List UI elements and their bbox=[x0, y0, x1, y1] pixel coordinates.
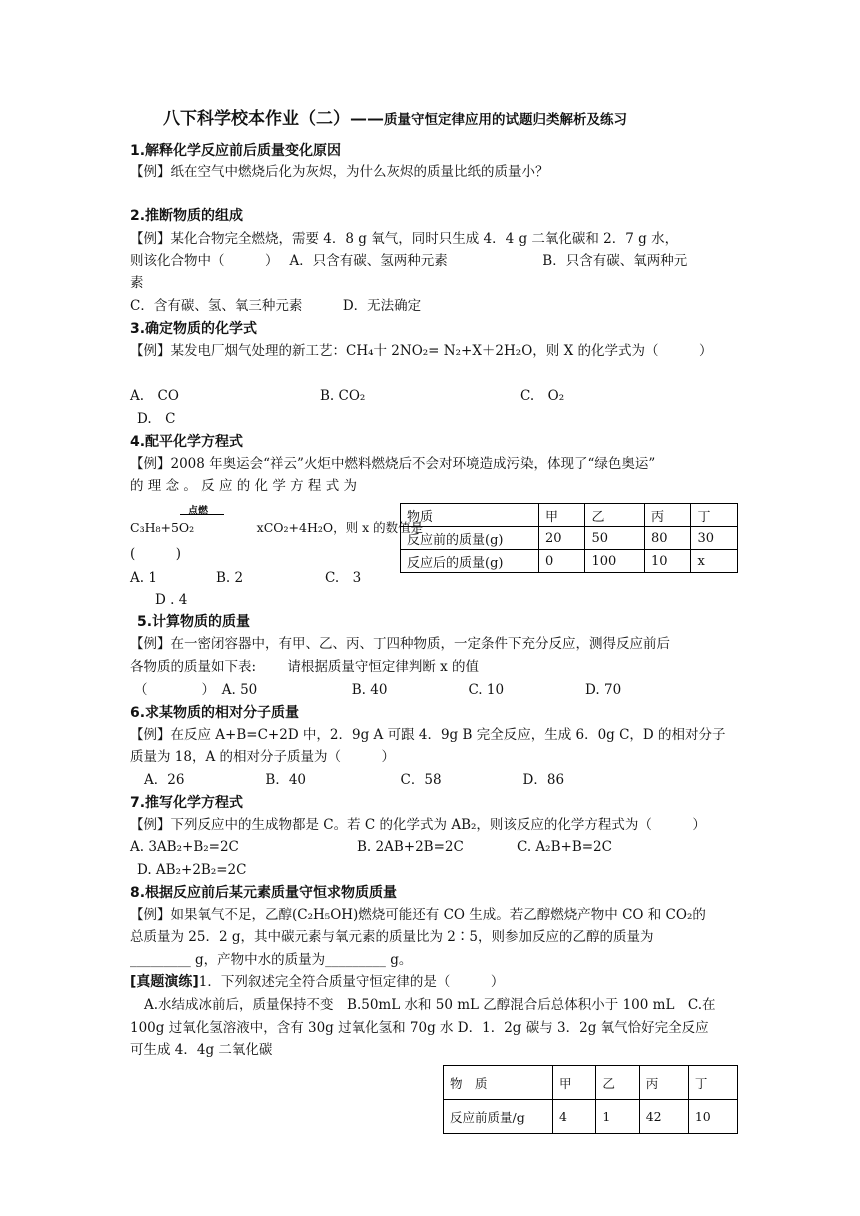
section-3-example: 【例】某发电厂烟气处理的新工艺：CH₄十 2NO₂= N₂+X＋2H₂O，则 X 的化学式为（ ） bbox=[130, 343, 713, 359]
section-6-options: A．26 B．40 C．58 D．86 bbox=[144, 772, 565, 788]
table-cell: 丁 bbox=[688, 1066, 737, 1100]
section-7-option-c: C. A₂B+B=2C bbox=[517, 839, 612, 855]
table-cell: 80 bbox=[645, 527, 691, 550]
section-3-heading: 3.确定物质的化学式 bbox=[130, 321, 258, 337]
table-header-row bbox=[444, 1066, 738, 1100]
reaction-arrow-line bbox=[180, 514, 224, 515]
mass-table-2 bbox=[443, 1065, 738, 1134]
reaction-condition: 点燃 bbox=[188, 506, 208, 517]
section-4-line-1: 【例】2008 年奥运会“祥云”火炬中燃料燃烧后不会对环境造成污染，体现了“绿色奥运” bbox=[130, 456, 656, 472]
section-4-option-b: B. 2 bbox=[216, 570, 244, 586]
practice-line-1 bbox=[130, 972, 504, 992]
table-cell: 丁 bbox=[691, 504, 738, 527]
section-3-option-b: B. CO₂ bbox=[320, 388, 366, 404]
section-6-heading: 6.求某物质的相对分子质量 bbox=[130, 705, 300, 721]
section-7-heading: 7.推写化学方程式 bbox=[130, 795, 244, 811]
section-3-option-d: D. C bbox=[137, 411, 176, 427]
table-cell: 1 bbox=[596, 1100, 639, 1134]
table-cell: 20 bbox=[539, 527, 585, 550]
section-4-option-d: D . 4 bbox=[155, 592, 188, 608]
practice-line-4: 可生成 4．4g 二氧化碳 bbox=[130, 1042, 273, 1058]
table-cell: 反应后的质量(g) bbox=[401, 550, 539, 573]
section-2-line-4: C．含有碳、氢、氧三种元素 D．无法确定 bbox=[130, 298, 422, 314]
practice-line-2: A.水结成冰前后，质量保持不变 B.50mL 水和 50 mL 乙醇混合后总体积小于 100 mL C.在 bbox=[144, 997, 716, 1013]
section-6-line-2: 质量为 18，A 的相对分子质量为（ ） bbox=[130, 749, 396, 765]
table-cell: 0 bbox=[539, 550, 585, 573]
section-2-line-1: 【例】某化合物完全燃烧，需要 4．8 g 氧气，同时只生成 4．4 g 二氧化碳和 2．7 g 水， bbox=[130, 231, 679, 247]
table-cell: 100 bbox=[585, 550, 645, 573]
page-title: 八下科学校本作业（二）——质量守恒定律应用的试题归类解析及练习 bbox=[163, 109, 627, 129]
practice-heading: [真题演练] bbox=[130, 974, 199, 990]
table-cell: 30 bbox=[691, 527, 738, 550]
section-7-line-1: 【例】下列反应中的生成物都是 C。若 C 的化学式为 AB₂，则该反应的化学方程式为（ ） bbox=[130, 817, 706, 833]
section-1-example: 【例】纸在空气中燃烧后化为灰烬，为什么灰烬的质量比纸的质量小？ bbox=[130, 164, 549, 180]
section-6-line-1: 【例】在反应 A+B=C+2D 中，2．9g A 可跟 4．9g B 完全反应，生成 6．0g C，D 的相对分子 bbox=[130, 727, 726, 743]
table-cell: 物质 bbox=[401, 504, 539, 527]
practice-line-3: 100g 过氧化氢溶液中，含有 30g 过氧化氢和 70g 水 D．1．2g 碳与 3．2g 氧气恰好完全反应 bbox=[130, 1020, 709, 1036]
section-4-equation: C₃H₈+5O₂ xCO₂+4H₂O，则 x 的数值是 bbox=[130, 520, 424, 535]
section-8-line-1: 【例】如果氧气不足，乙醇(C₂H₅OH)燃烧可能还有 CO 生成。若乙醇燃烧产物中 CO 和 CO₂的 bbox=[130, 907, 706, 923]
section-5-line-1: 【例】在一密闭容器中，有甲、乙、丙、丁四种物质，一定条件下充分反应，测得反应前后 bbox=[130, 636, 670, 652]
section-7-option-b: B. 2AB+2B=2C bbox=[357, 839, 464, 855]
section-4-paren: ( ) bbox=[130, 546, 182, 562]
section-8-line-3: _________ g，产物中水的质量为_________ g。 bbox=[130, 952, 413, 968]
table-row bbox=[444, 1100, 738, 1134]
section-5-options: （ ） A. 50 B. 40 C. 10 D. 70 bbox=[134, 682, 622, 698]
table-cell: 4 bbox=[553, 1100, 596, 1134]
table-cell: 50 bbox=[585, 527, 645, 550]
table-cell: 42 bbox=[639, 1100, 688, 1134]
mass-table-1 bbox=[400, 503, 738, 573]
table-cell: 物 质 bbox=[444, 1066, 553, 1100]
section-4-option-a: A. 1 bbox=[130, 570, 157, 586]
section-2-line-2: 则该化合物中（ ） A．只含有碳、氢两种元素 B．只含有碳、氧两种元 bbox=[130, 253, 688, 269]
section-8-line-2: 总质量为 25．2 g，其中碳元素与氧元素的质量比为 2∶5，则参加反应的乙醇的质量为 bbox=[130, 929, 654, 945]
section-4-heading: 4.配平化学方程式 bbox=[130, 434, 244, 450]
table-cell: 甲 bbox=[553, 1066, 596, 1100]
section-5-heading: 5.计算物质的质量 bbox=[137, 614, 251, 630]
section-4-line-2: 的 理 念 。 反 应 的 化 学 方 程 式 为 bbox=[130, 478, 357, 494]
table-cell: 甲 bbox=[539, 504, 585, 527]
table-cell: 反应前质量/g bbox=[444, 1100, 553, 1134]
section-7-option-a: A. 3AB₂+B₂=2C bbox=[130, 839, 239, 855]
section-2-heading: 2.推断物质的组成 bbox=[130, 208, 244, 224]
table-cell: x bbox=[691, 550, 738, 573]
table-cell: 10 bbox=[645, 550, 691, 573]
table-row bbox=[401, 550, 738, 573]
table-cell: 反应前的质量(g) bbox=[401, 527, 539, 550]
section-8-heading: 8.根据反应前后某元素质量守恒求物质质量 bbox=[130, 885, 398, 901]
table-cell: 乙 bbox=[585, 504, 645, 527]
section-7-option-d: D. AB₂+2B₂=2C bbox=[137, 862, 247, 878]
table-row bbox=[401, 527, 738, 550]
section-1-heading: 1.解释化学反应前后质量变化原因 bbox=[130, 143, 342, 159]
practice-question-1: 1．下列叙述完全符合质量守恒定律的是（ ） bbox=[198, 974, 505, 990]
section-4-option-c: C. 3 bbox=[325, 570, 362, 586]
section-2-line-3: 素 bbox=[130, 275, 144, 291]
table-cell: 乙 bbox=[596, 1066, 639, 1100]
table-cell: 丙 bbox=[639, 1066, 688, 1100]
table-cell: 10 bbox=[688, 1100, 737, 1134]
table-header-row bbox=[401, 504, 738, 527]
section-5-line-2: 各物质的质量如下表: 请根据质量守恒定律判断 x 的值 bbox=[130, 659, 480, 675]
table-cell: 丙 bbox=[645, 504, 691, 527]
section-3-option-c: C. O₂ bbox=[520, 388, 565, 404]
section-3-option-a: A. CO bbox=[130, 388, 179, 404]
